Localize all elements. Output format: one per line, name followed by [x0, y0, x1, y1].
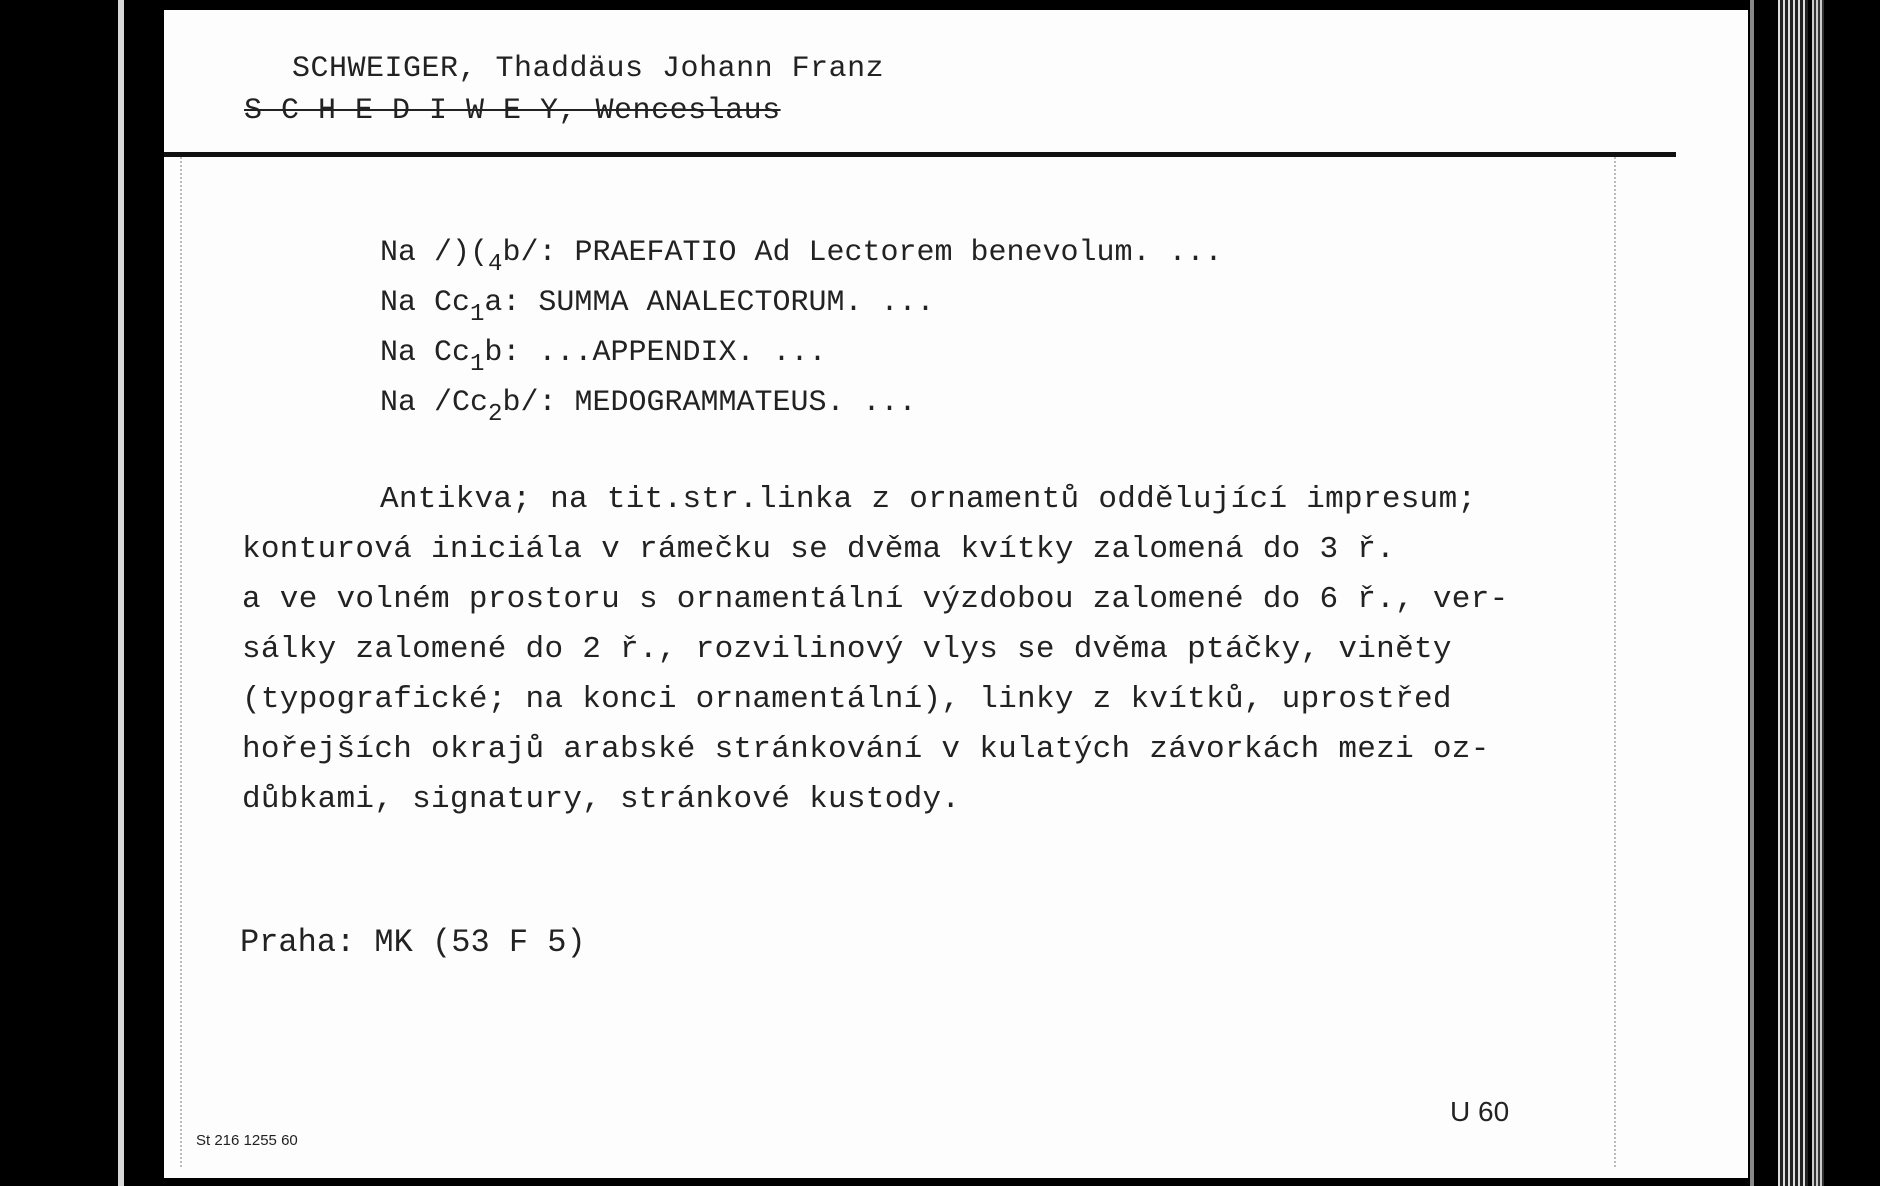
film-stripe [1812, 0, 1824, 1186]
description-line: hořejších okrajů arabské stránkování v kulatých závorkách mezi oz- [242, 732, 1490, 767]
holding-location: Praha: MK (53 F 5) [240, 924, 586, 961]
struck-author-name: S C H E D I W E Y, Wenceslaus [244, 94, 781, 128]
description-line: konturová iniciála v rámečku se dvěma kvítky zalomená do 3 ř. [242, 532, 1396, 567]
left-margin-line [180, 157, 182, 1167]
contents-line: Na $Cc_1a$: SUMMA ANALECTORUM. ... [380, 286, 935, 328]
description-line: a ve volném prostoru s ornamentální výzdobou zalomené do 6 ř., ver- [242, 582, 1509, 617]
film-stripe [1750, 0, 1754, 1186]
contents-line: Na $/)(_4b/$: PRAEFATIO Ad Lectorem benevolum. ... [380, 236, 1223, 278]
description-line: důbkami, signatury, stránkové kustody. [242, 782, 961, 817]
description-line: sálky zalomené do 2 ř., rozvilinový vlys se dvěma ptáčky, viněty [242, 632, 1452, 667]
description-line: (typografické; na konci ornamentální), linky z kvítků, uprostřed [242, 682, 1452, 717]
right-margin-line [1614, 157, 1616, 1167]
contents-line: Na $/Cc_2b/$: MEDOGRAMMATEUS. ... [380, 386, 917, 428]
stamp-mark: U 60 [1450, 1096, 1510, 1127]
film-edge [118, 0, 124, 1186]
description-line: Antikva; na tit.str.linka z ornamentů oddělující impresum; [380, 482, 1477, 517]
contents-line: Na $Cc_1b$: ...APPENDIX. ... [380, 336, 827, 378]
print-code: St 216 1255 60 [196, 1132, 298, 1149]
header-rule [164, 152, 1676, 157]
film-stripe [1778, 0, 1808, 1186]
catalog-card [164, 10, 1748, 1178]
author-name: SCHWEIGER, Thaddäus Johann Franz [292, 52, 885, 86]
